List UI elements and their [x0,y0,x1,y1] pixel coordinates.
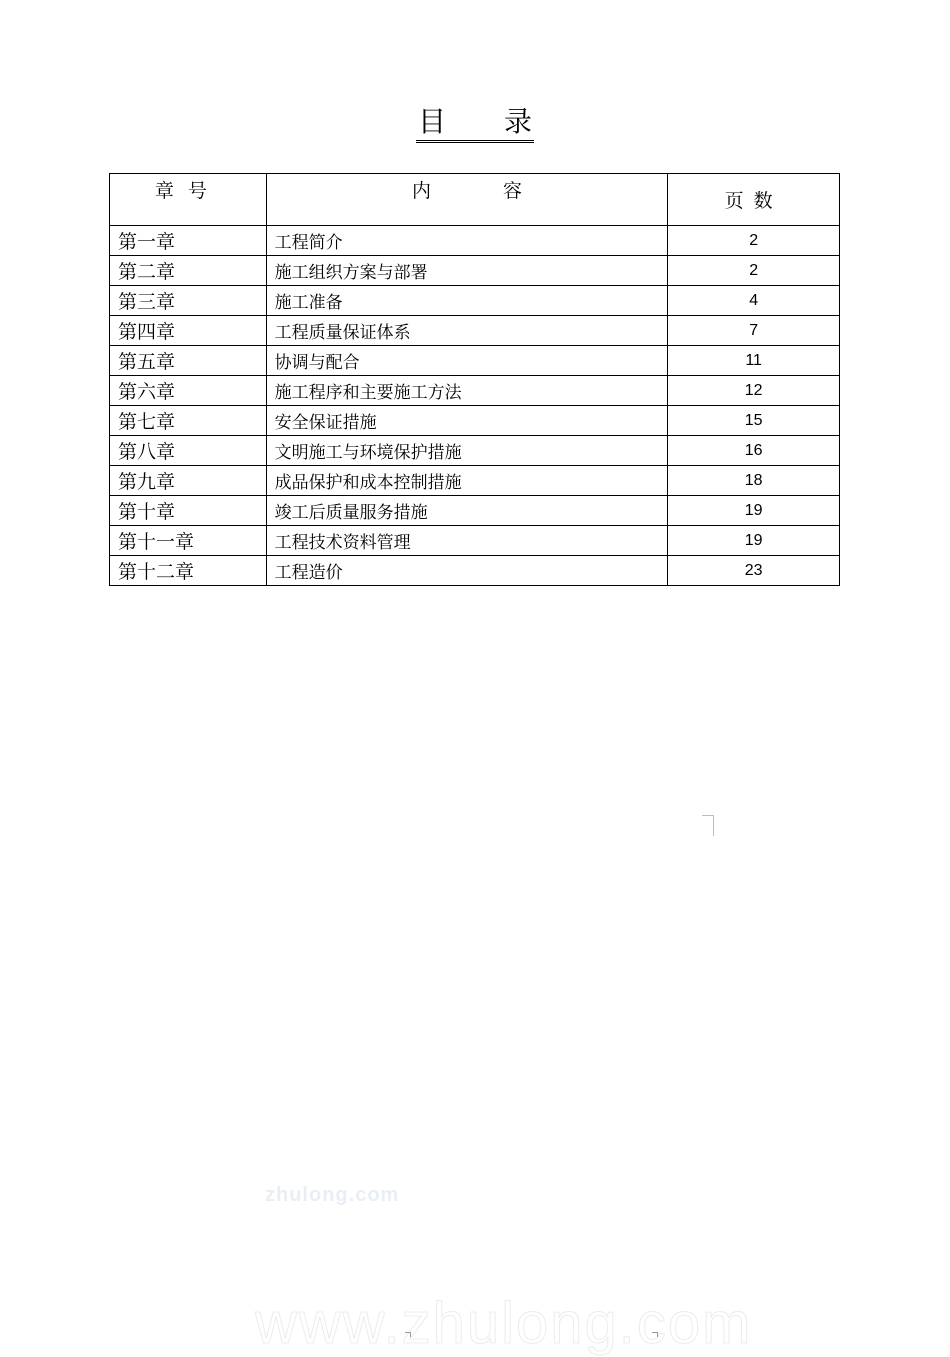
table-row [110,526,840,556]
table-row [110,376,840,406]
chapter-cell: 第九章 [110,466,267,496]
header-content [266,174,668,226]
table-row [110,406,840,436]
content-cell: 工程造价 [266,556,668,586]
title-right-char: 录 [504,105,533,138]
chapter-cell: 第二章 [110,256,267,286]
header-content-left: 内 [411,180,431,202]
page-cell: 19 [668,526,840,556]
watermark-large: www.zhulong.com [255,1291,753,1356]
watermark-small: zhulong.com [265,1184,400,1206]
page-cell: 12 [668,376,840,406]
page-cell: 18 [668,466,840,496]
chapter-cell: 第三章 [110,286,267,316]
chapter-cell: 第五章 [110,346,267,376]
table-row [110,466,840,496]
content-cell: 施工程序和主要施工方法 [266,376,668,406]
header-chapter: 章号 [110,174,267,226]
chapter-cell: 第四章 [110,316,267,346]
header-page: 页数 [668,174,840,226]
content-cell: 施工准备 [266,286,668,316]
page-cell: 4 [668,286,840,316]
page-cell: 19 [668,496,840,526]
chapter-cell: 第八章 [110,436,267,466]
table-row [110,316,840,346]
chapter-cell: 第十一章 [110,526,267,556]
table-row [110,286,840,316]
table-row [110,436,840,466]
corner-tick [652,1332,658,1337]
content-cell: 文明施工与环境保护措施 [266,436,668,466]
content-cell: 工程技术资料管理 [266,526,668,556]
chapter-cell: 第十二章 [110,556,267,586]
corner-mark [702,815,714,836]
chapter-cell: 第七章 [110,406,267,436]
content-cell: 工程简介 [266,226,668,256]
content-cell: 安全保证措施 [266,406,668,436]
content-cell: 协调与配合 [266,346,668,376]
table-row [110,256,840,286]
toc-table [109,173,840,586]
page-cell: 15 [668,406,840,436]
table-row [110,346,840,376]
table-row [110,556,840,586]
page-cell: 16 [668,436,840,466]
content-cell: 施工组织方案与部署 [266,256,668,286]
toc-body [110,226,840,586]
content-cell: 成品保护和成本控制措施 [266,466,668,496]
page-cell: 2 [668,256,840,286]
title-underlined [416,104,534,143]
page-cell: 11 [668,346,840,376]
page-cell: 2 [668,226,840,256]
table-row [110,226,840,256]
chapter-cell: 第一章 [110,226,267,256]
table-row [110,496,840,526]
chapter-cell: 第十章 [110,496,267,526]
page-cell: 23 [668,556,840,586]
content-cell: 竣工后质量服务措施 [266,496,668,526]
page-cell: 7 [668,316,840,346]
chapter-cell: 第六章 [110,376,267,406]
title-left-char: 目 [417,105,446,138]
content-cell: 工程质量保证体系 [266,316,668,346]
header-content-right: 容 [502,180,522,202]
corner-tick [405,1332,411,1337]
toc-header-row [110,174,840,226]
page-title [0,104,950,143]
